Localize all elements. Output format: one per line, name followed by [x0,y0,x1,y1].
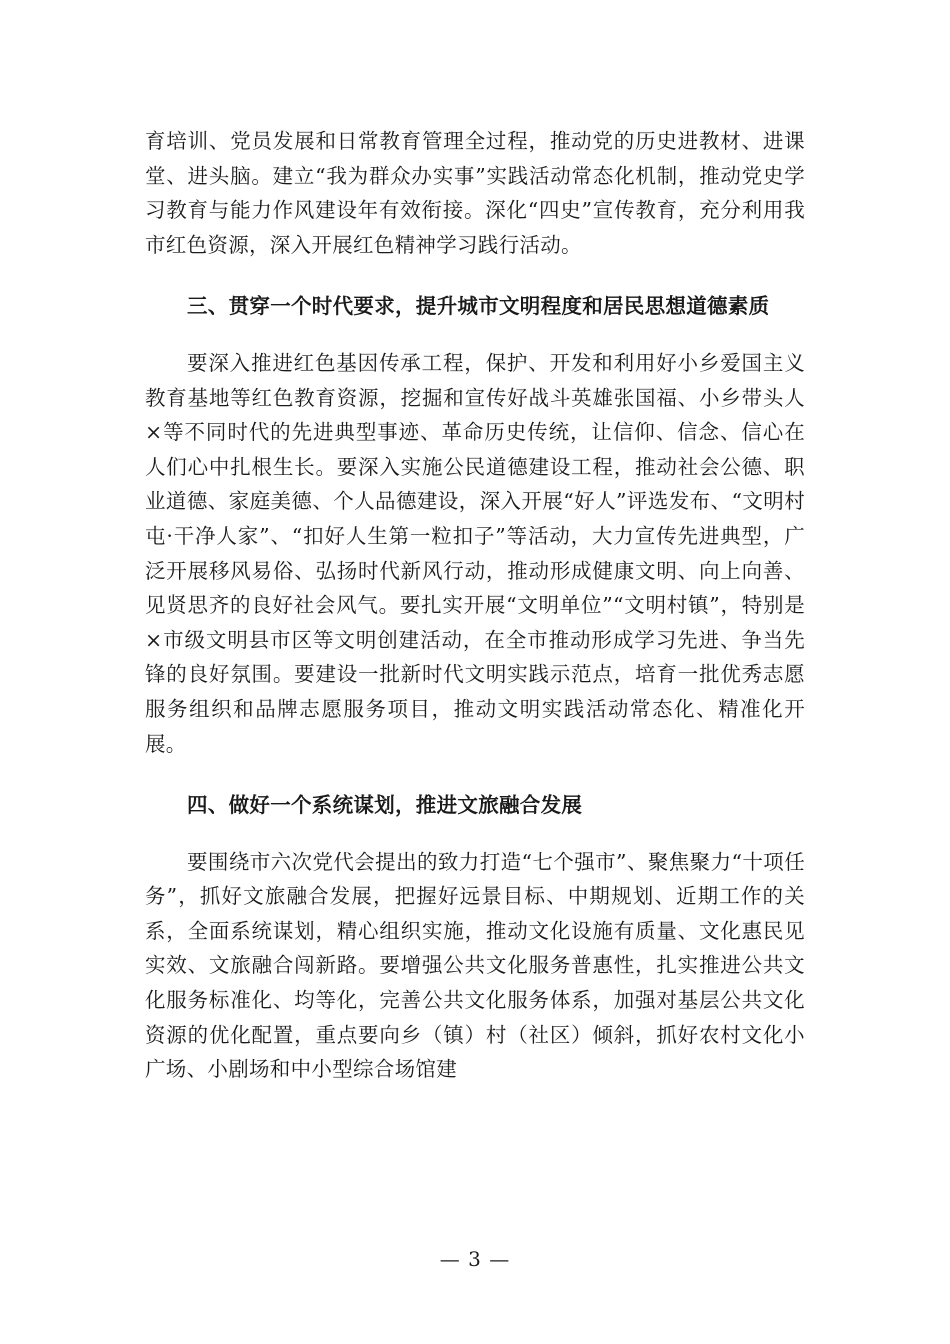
body-paragraph-civilization: 要深入推进红色基因传承工程，保护、开发和利用好小乡爱国主义教育基地等红色教育资源，挖掘和宣传好战斗英雄张国福、小乡带头人×等不同时代的先进典型事迹、革命历史传统，让信仰、信念、信心在人们心中扎根生长。要深入实施公民道德建设工程，推动社会公德、职业道德、家庭美德、个人品德建设，深入开展“好人”评选发布、“文明村屯·干净人家”、“扣好人生第一粒扣子”等活动，大力宣传先进典型，广泛开展移风易俗、弘扬时代新风行动，推动形成健康文明、向上向善、见贤思齐的良好社会风气。要扎实开展“文明单位”“文明村镇”，特别是×市级文明县市区等文明创建活动，在全市推动形成学习先进、争当先锋的良好氛围。要建设一批新时代文明实践示范点，培育一批优秀志愿服务组织和品牌志愿服务项目，推动文明实践活动常态化、精准化开展。 [145,350,805,756]
spacer [145,761,805,788]
spacer [145,823,805,845]
section-heading-four: 四、做好一个系统谋划，推进文旅融合发展 [187,793,583,818]
body-paragraph-continued: 育培训、党员发展和日常教育管理全过程，推动党的历史进教材、进课堂、进头脑。建立“我为群众办实事”实践活动常态化机制，推动党史学习教育与能力作风建设年有效衔接。深化“四史”宣传教育，充分利用我市红色资源，深入开展红色精神学习践行活动。 [145,129,805,257]
spacer [145,262,805,289]
spacer [145,324,805,346]
body-paragraph-culture-tourism: 要围绕市六次党代会提出的致力打造“七个强市”、聚焦聚力“十项任务”，抓好文旅融合发展，把握好远景目标、中期规划、近期工作的关系，全面系统谋划，精心组织实施，推动文化设施有质量、文化惠民见实效、文旅融合闯新路。要增强公共文化服务普惠性，扎实推进公共文化服务标准化、均等化，完善公共文化服务体系，加强对基层公共文化资源的优化配置，重点要向乡（镇）村（社区）倾斜，抓好农村文化小广场、小剧场和中小型综合场馆建 [145,849,805,1082]
document-body [145,124,805,1087]
page-number: — 3 — [439,1247,511,1271]
section-heading-three: 三、贯穿一个时代要求，提升城市文明程度和居民思想道德素质 [187,294,770,319]
